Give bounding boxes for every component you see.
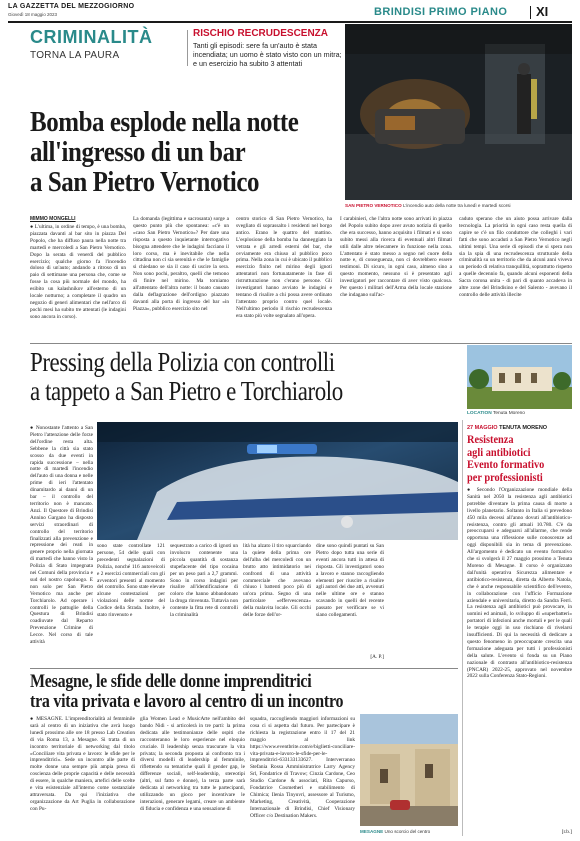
fire-scene-image	[345, 24, 572, 200]
article3-column-2: glia Women Lead e MusicArte nell'ambito del bando Nidi - si articolerà in tre parti: la prima dedicata alle testimonianze delle ospiti che racconteranno le loro esperienze nel eloquio cruciale. Il leadership senza trascurare la vita privata; la seconda proposta ai confronto tra i diversi modelli di leadership al femminile, riflettendo su tematiche quali il gender gap, le differenze sociali, self-leadership, stereotipi (altri, sul fatto e donne), la terza parte sarà dedicata al networking tra tutte le partecipanti, utilizzando un gioco per incentivare le interazioni, generare legami, creare un ambiente di fiducia e confidenza e una sensazione di	[140, 716, 245, 812]
mesagne-photo-caption-text: Uno scorcio del centro	[384, 829, 431, 834]
header-rule	[8, 21, 572, 23]
mesagne-photo-caption	[360, 829, 458, 834]
sidebar-headline-line2: agli antibiotici	[467, 446, 531, 459]
article3-headline	[30, 672, 433, 712]
alert-text: Tanti gli episodi: sere fa un'auto è stata incendiata; un uomo è stato visto con un mitra; e un esercizio ha subito 3 attentati	[193, 41, 342, 68]
article1-headline-line1: Bomba esplode nella notte	[30, 106, 299, 138]
tenuta-photo-caption	[467, 411, 525, 416]
article3-column-3: squadra, raccogliendo maggiori informazioni su cosa ci si aspetta dal futuro. Per partecipare è richiesta la registrazione entro il 17 del 21 maggio al link https://www.eventbrite.com/e/biglietti-conciliare-vita-privata-e-lavoro-le-sfide-per-le-imprenditrici-633133133627. Interverranno Stefania Rossa Amministratrice Larry Agency Srl, Fondatrice di Travow; Cinzia Cardone, Ceo Studio Cardone & associati, Rita Capurso, Fondatrice Cosmetheri e stabilimento di Chimica; Ilenia Tinyuvri, assessore al Turismo, Marketing, Creatività, Cooperazione Internazionale di Brindisi, Chief Visionary Officer c/o Destination Makers.	[250, 716, 355, 819]
sidebar-headline-line3: Evento formativo	[467, 459, 545, 471]
article1-column-4: I carabinieri, che l'altra notte sono arrivati in piazza del Popolo subito dopo aver avuto notizia di quello che era successo, hanno acquisito i filmati e si sono subito messi alla ricerca di eventuali altri filmati utili dalle altre telecamere in funzione nella zona. L'attentato è stato messo a segno nel cuore della notte e, di conseguenza, non ci dovrebbero essere testimoni. Di sicuro, in ogni caso, almeno sino a questo momento, nessuno si è presentato agli investigatori per raccontare di aver visto qualcosa. Per questo i militari dell'Arma della locale stazione che indagano sull'ac-	[340, 216, 452, 298]
alert-title: RISCHIO RECRUDESCENZA	[193, 28, 329, 39]
mesagne-street-image	[360, 714, 458, 826]
sidebar-body: ● Secondo l'Organizzazione mondiale della Sanità nel 2050 la resistenza agli antibiotici potrebbe diventare la prima causa di morte a livello planetario. Soltanto in Italia si prevedono 450 mila decessi all'anno dovuti all'antibiotico-resistenza, contro gli attuali 10.780. C'è da preoccuparsi e adeguarsi all'allarme, che rende opportuna una riflessione sulle conoscenze ad oggi disponibili sia in tema di prevenzione. All'argomento è dedicato un evento formativo che si svolgerà il 27 maggio prossimo a Tenuta Moreno di Mesagne. Il corso è organizzato dall'unità operativa Sicurezza alimentare e antibiotico-resistenza, diretta da Alberto Natola, che è anche responsabile scientifico dell'evento, in collaborazione con l'ufficio Formazione aziendale e universitaria, diretto da Sandra Ferri. La resistenza agli antibiotici può provocare, in uomini ed animali, lo sviluppo di «superbatteri» portatori di infezioni anche mortali e per le quali le terapie oggi in uso rischiano di rivelarsi insufficienti. Di qui la necessità di dedicare a questo fenomeno in preoccupante crescita una formazione adeguata per tutti i professionisti della salute. L'evento si fonda su un Piano nazionale di contrasto all'antibiotico-resistenza (PNCAR) 2022-25, approvato nel novembre 2022 sulla Conferenza Stato-Regioni.	[467, 487, 572, 680]
article2-headline	[30, 348, 455, 406]
photo-fire-caption-loc: SAN PIETRO VERNOTICO	[345, 203, 402, 208]
kicker-divider	[187, 30, 188, 66]
sidebar-signature: [r.b.]	[561, 829, 572, 835]
article2-headline-line1: Pressing della Polizia con controlli	[30, 347, 335, 377]
article1-byline: MIMMO MONGELLI	[30, 216, 76, 222]
article3-headline-line2: tra vita privata e lavoro al centro di un incontro	[30, 691, 344, 712]
article1-column-5: caduto sperano che un aiuto possa arrivare dalla tecnologia. La priorità in ogni caso resta quella di capire se c'è un filo conduttore che colleghi i vari fatti che sono accaduti a San Pietro Vernotico negli ultimi tempi. Una serie di episodi che si spera non sia la spia di una recrudescenza strutturale della criminalità su un territorio che da alcuni anni viveva un periodo di relativa tranquillità, soprattutto rispetto a quelle decennio fa, quando alcuni esponenti della Sacra corona unita - di pari di quanto accadeva in altre zone del Brindisino e del Salento - avevano il controllo delle attività illecite	[459, 216, 572, 298]
article-photo-fire	[345, 24, 572, 200]
article1-column-3: centro storico di San Pietro Vernotico, ha svegliato di soprassalto i residenti nel borgo antico. Erano le quattro del mattino. L'esplosione della bomba ha danneggiato la vetrata e gli arredi esterni del bar, che ovviamente era chiuso al pubblico poco prima. Nella zona in cui è ubicato il pubblico esercizio finito nel mirino degli ignoti attentatori non fortunatamente in fase di ristrutturazione non c'erano persone. Gli investigatori hanno avviato le indagini e tentano di risalire a chi possa avere ordinato l'attentato proprio contro quel locale. Nell'ultimo periodo il rischio recrudescenza era stato più volte segnalato all'opera.	[236, 216, 332, 319]
masthead: LA GAZZETTA DEL MEZZOGIORNO	[8, 3, 135, 10]
article3-headline-line1: Mesagne, le sfide delle donne imprenditrici	[30, 671, 312, 692]
villa-image	[467, 345, 572, 409]
tenuta-photo-caption-text: Tenuta Moreno	[492, 411, 525, 416]
sidebar-divider	[462, 420, 463, 836]
article2-column-5: dine sono quindi puntati su San Pietro dopo tutta una serie di eventi ancora tutti in attesa di risposta. Gli investigatori sono a lavoro e stanno raccogliendo elementi per riuscire a risalire agli autori dei due atti, avvenuti nelle ultime ore e stanno scavando in quelli del recente passato per verificare se vi siano collegamenti.	[316, 543, 384, 619]
article2-column-1: ● Nonostante l'attento a San Pietro l'attenzione delle forze dell'ordine resta alta. Sebbene la città sia stato scosso da due eventi in rapida successione – nella notte di martedì l'incendio dell'auto di una donna e nelle prime di ieri l'attentato dinamitardo ai danni di un bar – il controllo del territorio non è mancato. Anzi. Il Questore di Brindisi Annino Gargano ha disposto servizi straordinari di controllo del territorio finalizzati alla prevenzione e repressione dei reati in genere proprio nella giornata di martedì che hanno visto la Polizia di Stato impegnata nei Comuni della provincia e sud del nostro capoluogo. E non solo per San Pietro Vernotico ma anche per Torchiarolo. Ad operare i controlli le pattuglie della Questura di Brindisi coadiuvate dal Reparto Prevenzione Crimine di Lecce. Nel corso di tale attività	[30, 425, 93, 646]
tenuta-photo-caption-loc: LOCATION	[467, 411, 492, 416]
issue-date: Giovedì 18 maggio 2023	[8, 12, 58, 17]
article2-column-2: sono state controllate 121 persone, 54 delle quali con precedenti segnalazioni di Polizia, nonché 116 autoveicoli e 2 esercizi commerciali con gli avventori presenti al momento del controllo. Sono state elevate alcune contestazioni per violazioni delle norme del Codice della Strada. Inoltre, è stato rinvenuto e	[97, 543, 165, 619]
tenuta-moreno-photo	[467, 345, 572, 409]
article1-column-1: ● L'ultima, in ordine di tempo, è una bomba, piazzata davanti al bar sito in piazza Del Popolo, che ha diffuso paura nella notte tra martedì e mercoledì a San Pietro Vernotico. Dopo la serata di venerdì del pubblico esercizio; qualche giorno fa l'incendio doloso di un'auto; andando a ritroso di un paio di settimane una persona che, come se fosse la cosa più normale del mondo, ha esibito un kalashnikov all'esterno di un locale notturno; a completare il quadro un negozio di generi alimentari che nell'arco di pochi mesi ha subito tre attentati (le indagini sono ancora in corso).	[30, 224, 126, 320]
article1-headline-line3: a San Pietro Vernotico	[30, 166, 260, 198]
sidebar-headline-line1: Resistenza	[467, 434, 514, 446]
page-number: XI	[536, 4, 549, 19]
sidebar-headline	[467, 434, 562, 484]
section-tag: CRIMINALITÀ	[30, 27, 153, 47]
section-divider-2	[30, 668, 458, 669]
article1-column-2: La domanda (legittima e sacrosanta) sorge a questo punto più che spontanea: «c'è un «caso San Pietro Vernotico»? Per dare una risposta a questo inquietante interrogativo bisogna attendere che le indagini facciano il loro corso, ma è inevitabile che nella cittadina non ci sia serenità e che le famiglie si chiedano se sia il caso di uscire la sera. Non sono pochi, peraltro, quelli che temono di finire nel mirino. Ma torniamo all'attentato dell'altra notte: il boato causato dalla deflagrazione dell'ordigno piazzato davanti alla porta di ingresso del bar «in Piazza», pubblico esercizio sito nel	[133, 216, 229, 312]
section-label: BRINDISI PRIMO PIANO	[374, 6, 508, 18]
article3-column-1: ● MESAGNE. L'imprenditorialità al femminile sarà al centro di un iniziativa che avrà luogo lunedì prossimo alle ore 18 presso Lab Creation di via Roma 13, a Mesagne. Si tratta di un incontro territoriale di networking dal titolo «Conciliare vita privata e lavoro: le sfide per le imprenditrici». Sede un incontro alle parte di molte donne una sempre più ampia presa di coscienza delle proprie capacità e delle necessità di essere, in qualche maniera, artefici delle scelte e vita esistenziale all'interno come sostanziale attraversata. Da qui l'iniziativa che organizzazione da Art Puglia in collaborazione con Pu-	[30, 716, 135, 812]
photo-fire-caption-text: L'incendio auto della notte tra lunedì e martedì scorsi	[402, 203, 511, 208]
article2-column-3: sequestrato a carico di ignoti un involucro contenente una piccola quantità di sostanza stupefacente del tipo cocaina per un peso pari a 2,7 grammi. Sono in corso indagini per risalire all'identificazione di coloro che hanno abbandonato la droga rinvenuta. Tuttavia non contente la fitta rete di controlli la criminalità	[170, 543, 238, 619]
article2-column-4: lità ha alzato il tiro squarciando la quiete della prima ore dell'alba del mercoledì con un brutto atto intimidatorio nei confronti di una attività commerciale che avevano chiuso i battenti poco più di un'ora prima. Segno di una particolare «effervescenza» della malavita locale. Gli occhi delle forze dell'or-	[243, 543, 311, 619]
police-car-image	[97, 422, 458, 540]
article2-headline-line2: a tappeto a San Pietro e Torchiarolo	[30, 376, 343, 406]
section-subtag: TORNA LA PAURA	[30, 50, 120, 61]
section-divider-1	[30, 343, 572, 344]
sidebar-event-line	[467, 425, 547, 431]
photo-fire-caption	[345, 203, 572, 208]
article1-headline	[30, 107, 305, 197]
article1-headline-line2: all'ingresso di un bar	[30, 136, 246, 168]
article2-signature: [A. P.]	[370, 654, 384, 660]
sidebar-date: 27 MAGGIO	[467, 425, 498, 431]
header-divider	[530, 6, 531, 19]
article-photo-police	[97, 422, 458, 540]
mesagne-photo-caption-loc: MESAGNE	[360, 829, 384, 834]
sidebar-venue: TENUTA MORENO	[499, 425, 548, 431]
mesagne-photo	[360, 714, 458, 826]
sidebar-headline-line4: per professionisti	[467, 471, 543, 484]
